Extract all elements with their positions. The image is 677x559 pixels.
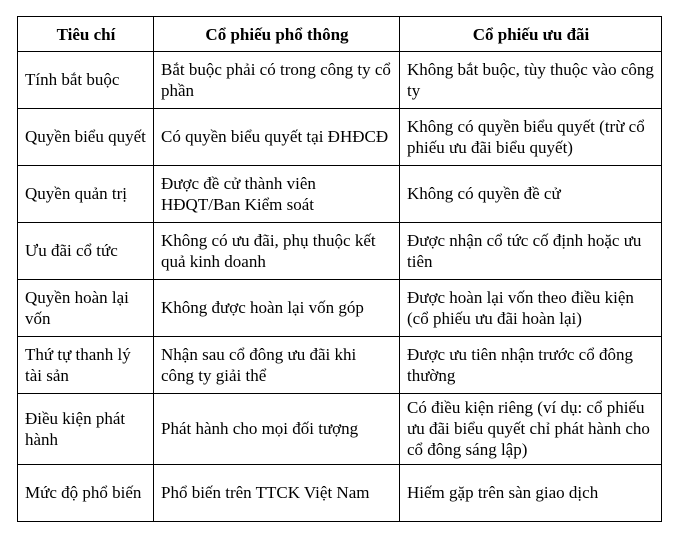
criteria-cell: Quyền hoàn lại vốn [18,280,154,337]
table-row [18,394,662,465]
common-stock-cell: Bắt buộc phải có trong công ty cổ phần [154,52,400,109]
criteria-cell: Mức độ phổ biến [18,465,154,522]
preferred-stock-cell: Có điều kiện riêng (ví dụ: cổ phiếu ưu đãi biểu quyết chỉ phát hành cho cổ đông sáng lập) [400,394,662,465]
preferred-stock-cell: Không có quyền biểu quyết (trừ cổ phiếu ưu đãi biểu quyết) [400,109,662,166]
common-stock-cell: Không có ưu đãi, phụ thuộc kết quả kinh doanh [154,223,400,280]
criteria-cell: Tính bắt buộc [18,52,154,109]
common-stock-cell: Nhận sau cổ đông ưu đãi khi công ty giải thể [154,337,400,394]
header-criteria: Tiêu chí [18,17,154,52]
preferred-stock-cell: Được nhận cổ tức cố định hoặc ưu tiên [400,223,662,280]
preferred-stock-cell: Không có quyền đề cử [400,166,662,223]
table-row [18,337,662,394]
common-stock-cell: Có quyền biểu quyết tại ĐHĐCĐ [154,109,400,166]
criteria-cell: Thứ tự thanh lý tài sản [18,337,154,394]
header-preferred-stock: Cổ phiếu ưu đãi [400,17,662,52]
criteria-cell: Quyền quản trị [18,166,154,223]
comparison-table [17,16,662,522]
common-stock-cell: Được đề cử thành viên HĐQT/Ban Kiểm soát [154,166,400,223]
table-row [18,223,662,280]
preferred-stock-cell: Được ưu tiên nhận trước cổ đông thường [400,337,662,394]
common-stock-cell: Phổ biến trên TTCK Việt Nam [154,465,400,522]
table-row [18,52,662,109]
table-row [18,109,662,166]
preferred-stock-cell: Được hoàn lại vốn theo điều kiện (cổ phiếu ưu đãi hoàn lại) [400,280,662,337]
preferred-stock-cell: Không bắt buộc, tùy thuộc vào công ty [400,52,662,109]
criteria-cell: Ưu đãi cổ tức [18,223,154,280]
common-stock-cell: Không được hoàn lại vốn góp [154,280,400,337]
criteria-cell: Quyền biểu quyết [18,109,154,166]
preferred-stock-cell: Hiếm gặp trên sàn giao dịch [400,465,662,522]
document-page [17,16,662,522]
table-row [18,166,662,223]
header-row [18,17,662,52]
common-stock-cell: Phát hành cho mọi đối tượng [154,394,400,465]
header-common-stock: Cổ phiếu phổ thông [154,17,400,52]
criteria-cell: Điều kiện phát hành [18,394,154,465]
table-row [18,280,662,337]
table-row [18,465,662,522]
